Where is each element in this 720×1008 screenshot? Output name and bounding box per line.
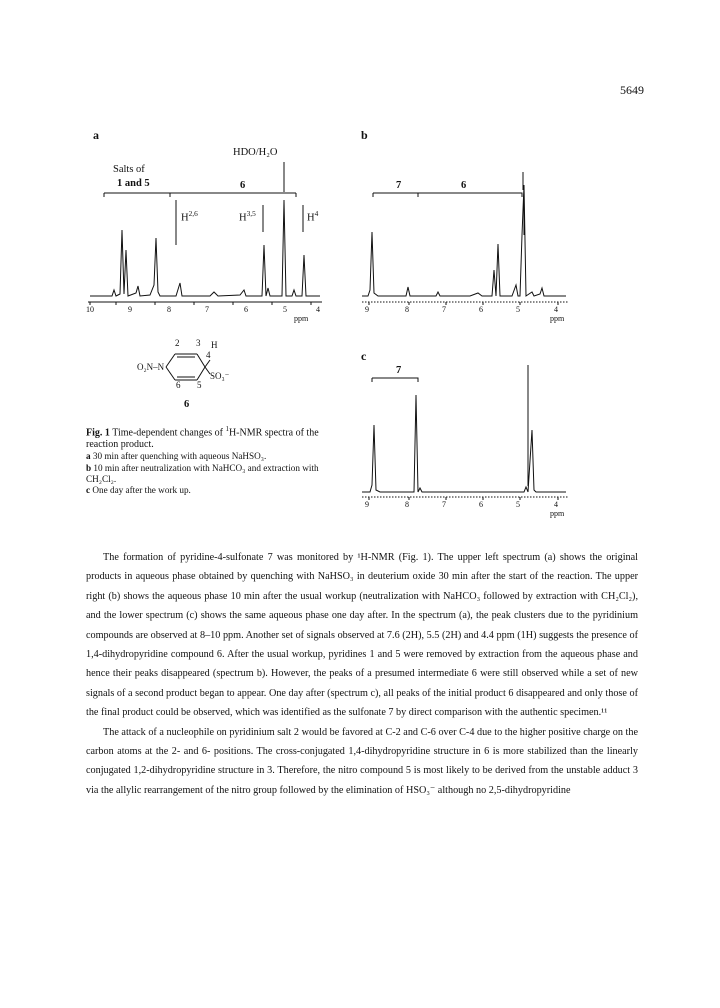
peak-label-h35: H$^{3,5}$ xyxy=(239,209,256,224)
axis-b-tick-8: 8 xyxy=(405,305,409,314)
structure-nitro-group: O₂N–N xyxy=(137,362,165,372)
panel-c-letter: c xyxy=(361,349,367,363)
caption-item-b-text: 10 min after neutralization with NaHCO₃ and extraction with CH₂Cl₂. xyxy=(86,462,319,484)
panel-b-letter: b xyxy=(361,128,368,142)
axis-a-tick-4: 4 xyxy=(316,305,320,314)
body-paragraph-1: The formation of pyridine-4-sulfonate 7 was monitored by ¹H-NMR (Fig. 1). The upper left spectrum (a) shows the original products in aqueous phase obtained by quenching with NaHSO₃ in deuterium oxide 30 min after the start of the reaction. The upper right (b) shows the aqueous phase 10 min after the usual workup (neutralization with NaHCO₃ followed by extraction with CH₂Cl₂), and the lower spectrum (c) shows the same aqueous phase one day after. In the spectrum (a), the peak clusters due to the pyridinium compounds are observed at 8–10 ppm. Another set of signals observed at 7.6 (2H), 5.5 (2H) and 4.4 ppm (1H) suggests the presence of 1,4-dihydropyridine compound 6. After the usual workup, pyridines 1 and 5 were removed by extraction from the aqueous phase and hence their peaks disappeared (spectrum b). However, the peaks of a presumed intermediate 6 were still observed while a set of new signals of a second product began to appear. One day after (spectrum c), all peaks of the initial product 6 disappeared and only those of the final product could be observed, which was identified as the sulfonate 7 by direct comparison with the authentic specimen.¹¹ xyxy=(86,552,638,719)
caption-item-a-text: 30 min after quenching with aqueous NaHSO₃. xyxy=(92,451,267,462)
axis-c-tick-8: 8 xyxy=(405,500,409,509)
axis-b-tick-4: 4 xyxy=(554,305,558,314)
axis-a-tick-10: 10 xyxy=(86,305,94,314)
structure-atom-4: 4 xyxy=(206,350,211,360)
structure-h-label: H xyxy=(211,340,218,350)
panel-a-solvent-label: HDO/H₂O xyxy=(233,147,278,158)
structure-compound-label: 6 xyxy=(184,399,190,410)
panel-a-letter: a xyxy=(93,128,99,142)
panel-a-salts-label: Salts of xyxy=(113,164,145,175)
axis-c-tick-4: 4 xyxy=(554,500,558,509)
body-paragraph-2: The attack of a nucleophile on pyridinium salt 2 would be favored at C-2 and C-6 over C-4 due to the higher positive charge on the carbon atoms at the 2- and 6- positions. The cross-conjugated 1,4-dihydropyridine structure in 6 is more stabilized than the linearly conjugated 1,2-dihydropyridine structure in 3. Therefore, the nitro compound 5 is most likely to be derived from the unstable adduct 3 via the allylic rearrangement of the nitro group followed by the elimination of HSO₃⁻ although no 2,5-dihydropyridine xyxy=(86,726,638,796)
caption-title-part1: Time-dependent changes of xyxy=(112,427,226,439)
caption-item-c-text: One day after the work up. xyxy=(92,484,191,495)
body-text xyxy=(86,548,638,800)
axis-a-tick-5: 5 xyxy=(283,305,287,314)
peak-label-h26: H$^{2,6}$ xyxy=(181,209,198,224)
caption-item-b xyxy=(86,463,336,485)
panel-a-region-label: 6 xyxy=(240,180,246,191)
structure-atom-2: 2 xyxy=(175,338,180,348)
caption-item-b-key: b xyxy=(86,462,92,473)
axis-b-tick-7: 7 xyxy=(442,305,446,314)
panel-b-region-6: 6 xyxy=(461,180,467,191)
axis-a-tick-9: 9 xyxy=(128,305,132,314)
axis-a-tick-8: 8 xyxy=(167,305,171,314)
page-number: 5649 xyxy=(620,83,644,97)
axis-b-tick-5: 5 xyxy=(516,305,520,314)
axis-c-unit: ppm xyxy=(550,509,565,518)
panel-b-region-7: 7 xyxy=(396,180,402,191)
structure-atom-5: 5 xyxy=(197,380,202,390)
panel-c-region-7: 7 xyxy=(396,365,402,376)
panel-a-salts-compounds: 1 and 5 xyxy=(117,178,150,189)
caption-title-part2: H-NMR spectra of the reaction product. xyxy=(86,427,319,451)
axis-a-tick-7: 7 xyxy=(205,305,209,314)
caption-title-sup: 1 xyxy=(225,425,229,433)
caption-title xyxy=(86,423,336,451)
caption-item-c xyxy=(86,485,336,496)
structure-atom-3: 3 xyxy=(196,338,201,348)
axis-b-unit: ppm xyxy=(550,314,565,323)
axis-c-tick-7: 7 xyxy=(442,500,446,509)
axis-b-tick-9: 9 xyxy=(365,305,369,314)
axis-a-unit: ppm xyxy=(294,314,309,323)
figure-caption xyxy=(86,423,336,496)
caption-fig-label: Fig. 1 xyxy=(86,427,110,439)
peak-label-h4: $H^4$ xyxy=(307,209,319,224)
caption-item-a xyxy=(86,451,336,462)
caption-item-a-key: a xyxy=(86,451,91,462)
structure-sulfonate-group: SO₃⁻ xyxy=(210,371,230,381)
caption-item-c-key: c xyxy=(86,484,91,495)
axis-a-tick-6: 6 xyxy=(244,305,248,314)
axis-c-tick-9: 9 xyxy=(365,500,369,509)
axis-c-tick-6: 6 xyxy=(479,500,483,509)
axis-b-tick-6: 6 xyxy=(479,305,483,314)
structure-atom-6: 6 xyxy=(176,380,181,390)
axis-c-tick-5: 5 xyxy=(516,500,520,509)
